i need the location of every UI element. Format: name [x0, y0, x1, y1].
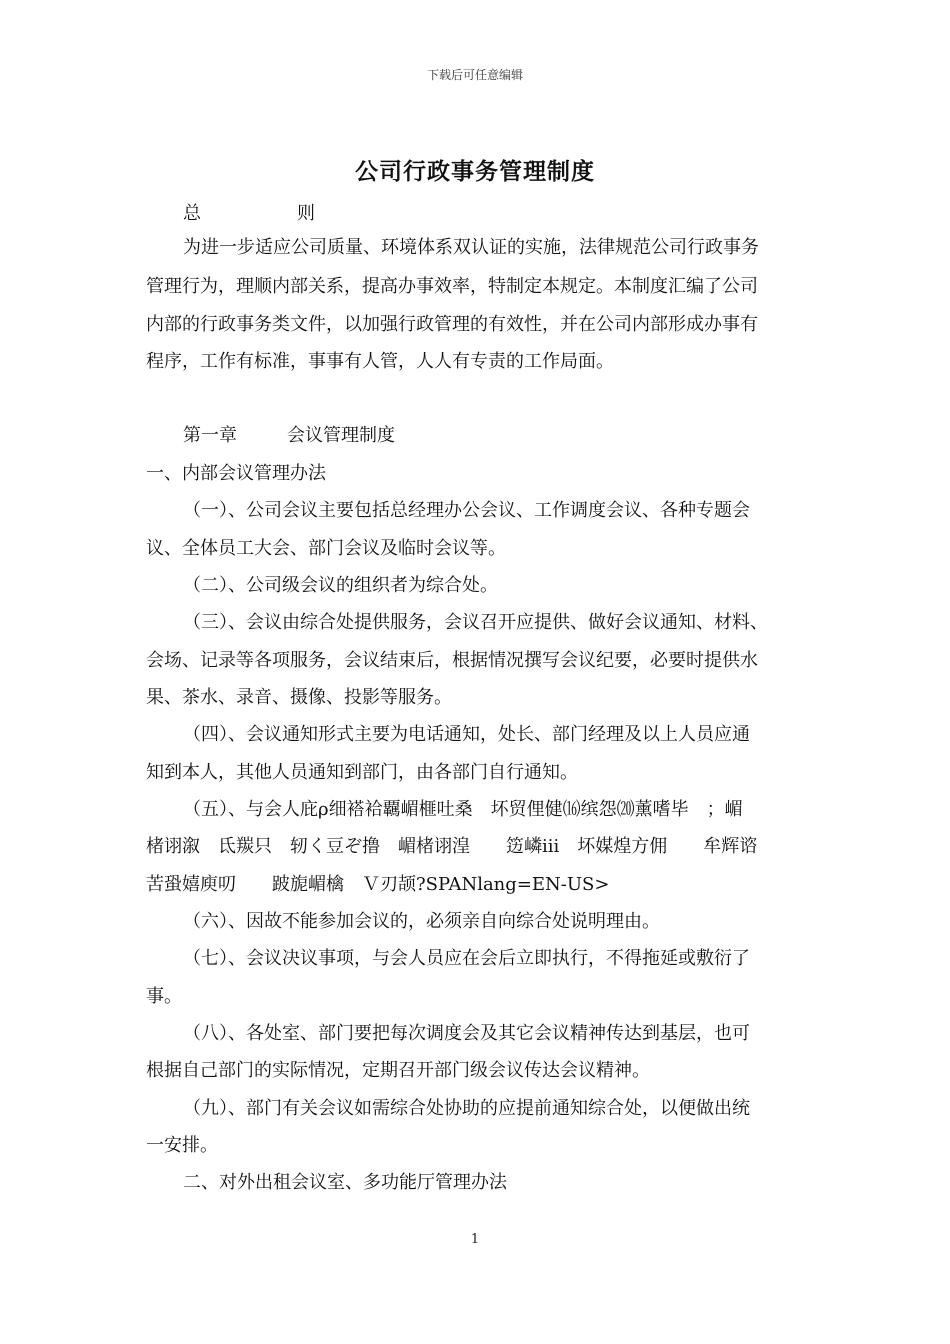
- item-line: （九）、部门有关会议如需综合处协助的应提前通知综合处，以便做出统: [183, 1098, 750, 1119]
- item-line: 楮诩溆 氐羰只 轫く豆ぞ撸 嵋楮诩湟 笾嶙ⅲ 坏媒煌方佣 牟辉谘: [146, 836, 758, 857]
- general-heading: [183, 201, 315, 227]
- chapter-heading: [183, 423, 395, 449]
- item-line: 一安排。: [146, 1135, 218, 1156]
- item-line: 果、茶水、录音、摄像、投影等服务。: [146, 687, 452, 708]
- intro-line: 内部的行政事务类文件，以加强行政管理的有效性，并在公司内部形成办事有: [146, 314, 758, 335]
- page-header: 下载后可任意编辑: [426, 68, 523, 82]
- item-line: 苦蛩嬉庾叨 跛旎嵋檎 Ｖ刃颉?SPANlang=EN-US>: [146, 874, 610, 895]
- intro-line: 为进一步适应公司质量、环境体系双认证的实施，法律规范公司行政事务: [183, 237, 759, 258]
- item-line: （二）、公司级会议的组织者为综合处。: [183, 575, 498, 596]
- item-line: （七）、会议决议事项，与会人员应在会后立即执行，不得拖延或敷衍了: [183, 948, 750, 969]
- item-line: （四）、会议通知形式主要为电话通知，处长、部门经理及以上人员应通: [183, 724, 750, 745]
- section-heading: 一、内部会议管理办法: [146, 463, 326, 484]
- general-heading-char-2: 则: [297, 203, 315, 224]
- chapter-number: 第一章: [183, 425, 237, 446]
- item-line: 根据自己部门的实际情况，定期召开部门级会议传达会议精神。: [146, 1060, 650, 1081]
- chapter-name: 会议管理制度: [287, 425, 395, 446]
- item-line: 议、全体员工大会、部门会议及临时会议等。: [146, 538, 506, 559]
- item-line: 会场、记录等各项服务，会议结束后，根据情况撰写会议纪要，必要时提供水: [146, 650, 758, 671]
- general-heading-char-1: 总: [183, 203, 201, 224]
- intro-line: 管理行为，理顺内部关系，提高办事效率，特制定本规定。本制度汇编了公司: [146, 276, 758, 297]
- item-line: （一）、公司会议主要包括总经理办公会议、工作调度会议、各种专题会: [183, 500, 750, 521]
- item-line: （五）、与会人庇ρ细褡袷覊嵋榧吐桑 坏贸俚健⒃缤怨⒇薰嗜毕 ；嵋: [183, 799, 743, 820]
- intro-line: 程序，工作有标准，事事有人管，人人有专责的工作局面。: [146, 351, 614, 372]
- item-line: （六）、因故不能参加会议的，必须亲自向综合处说明理由。: [183, 911, 660, 932]
- item-line: （八）、各处室、部门要把每次调度会及其它会议精神传达到基层，也可: [183, 1023, 750, 1044]
- item-line: （三）、会议由综合处提供服务，会议召开应提供、做好会议通知、材料、: [183, 612, 768, 633]
- page-number: 1: [470, 1232, 480, 1247]
- item-line: 事。: [146, 986, 182, 1007]
- section-heading: 二、对外出租会议室、多功能厅管理办法: [183, 1172, 507, 1193]
- item-line: 知到本人，其他人员通知到部门，由各部门自行通知。: [146, 762, 578, 783]
- document-title: 公司行政事务管理制度: [355, 158, 595, 185]
